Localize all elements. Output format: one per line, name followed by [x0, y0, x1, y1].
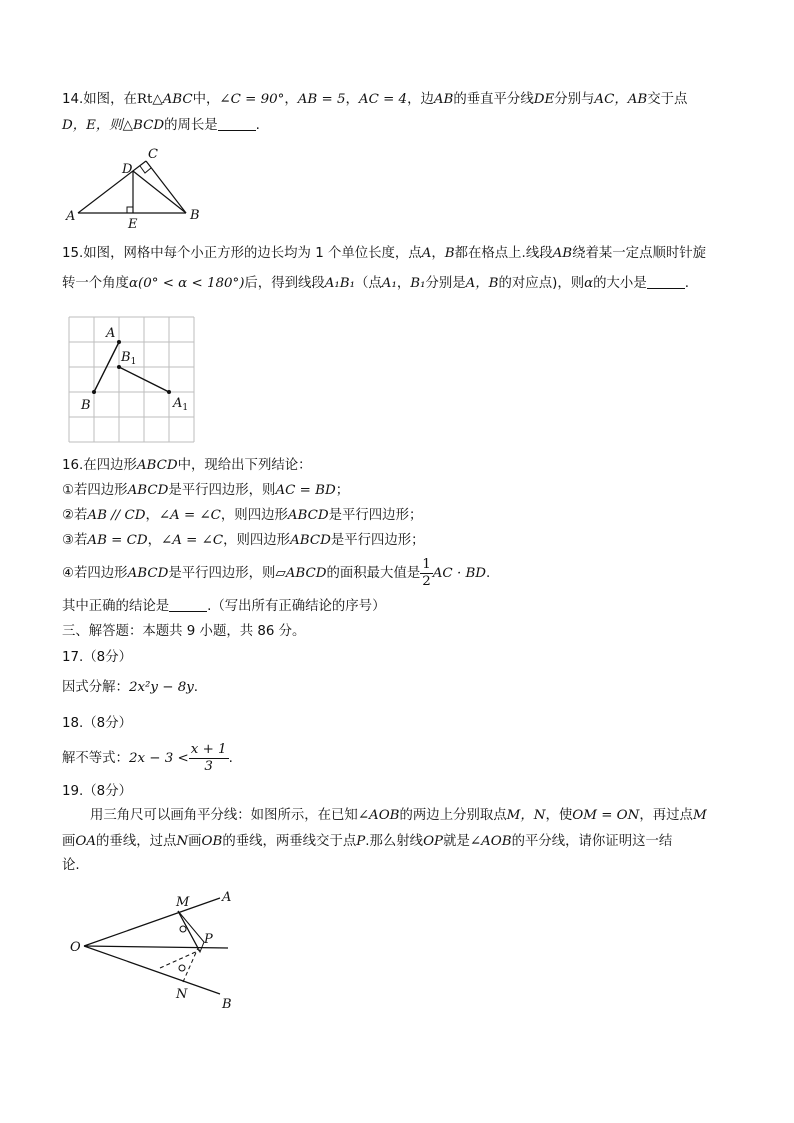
- q19-line-1: 用三角尺可以画角平分线：如图所示，在已知∠AOB的两边上分别取点M，N，使OM = ON，再过点M: [90, 808, 707, 823]
- perpendicular-np: [183, 948, 198, 982]
- label-b: B: [222, 997, 232, 1012]
- q14-line-2: D，E，则△BCD的周长是 .: [62, 118, 260, 133]
- point-b: [92, 390, 96, 394]
- point-a1: [167, 390, 171, 394]
- q16-statement-2: ②若AB // CD，∠A = ∠C，则四边形ABCD是平行四边形；: [62, 508, 423, 523]
- fraction-one-half: $\frac{1}{2}$: [422, 556, 431, 589]
- right-angle-mark-e: [127, 207, 133, 213]
- label-a: A: [66, 209, 76, 224]
- q19-heading: 19.（8分）: [62, 784, 132, 799]
- ray-ob: [84, 946, 220, 994]
- q19-line-2: 画OA的垂线，过点N画OB的垂线，两垂线交于点P.那么射线OP就是∠AOB的平分线，请你证明这一结: [62, 834, 673, 849]
- q18-body: 解不等式：2x − 3 < $\frac{x + 1}{3}$ .: [62, 741, 233, 774]
- point-a: [117, 340, 121, 344]
- ruler-hole-top: [180, 926, 186, 932]
- fraction-x-plus-1-over-3: $\frac{x + 1}{3}$: [190, 741, 227, 774]
- label-a1: $A_1$: [173, 396, 189, 413]
- segment-cb: [146, 161, 186, 213]
- q16-intro: 16.在四边形ABCD中，现给出下列结论：: [62, 458, 312, 473]
- label-m: M: [176, 895, 190, 910]
- q16-answer-line: 其中正确的结论是 .（写出所有正确结论的序号）: [62, 599, 386, 614]
- label-a: A: [222, 890, 232, 905]
- q17-heading: 17.（8分）: [62, 650, 132, 665]
- segment-db: [133, 171, 186, 213]
- q19-line-3: 论.: [62, 858, 80, 873]
- grid-lines: [69, 317, 194, 442]
- q15-line-2: 转一个角度α(0° < α < 180°)后，得到线段A₁B₁（点A₁，B₁分别是A，B的对应点)，则α的大小是 .: [62, 276, 689, 291]
- label-n: N: [176, 987, 188, 1002]
- label-o: O: [70, 940, 81, 955]
- right-angle-mark-c: [140, 166, 151, 173]
- q14-triangle-figure: [60, 144, 210, 234]
- q17-body: 因式分解：2x²y − 8y.: [62, 680, 199, 695]
- label-d: D: [122, 162, 133, 177]
- q14-line-1: 14.如图，在Rt△ABC中，∠C = 90°，AB = 5，AC = 4，边AB的垂直平分线DE分别与AC，AB交于点: [62, 92, 688, 107]
- segment-ac: [78, 161, 146, 213]
- label-a: A: [106, 326, 116, 341]
- q16-statement-4: ④若四边形ABCD是平行四边形，则▱ABCD的面积最大值是 $\frac{1}{2}$ AC · BD.: [62, 556, 491, 589]
- q15-line-1: 15.如图，网格中每个小正方形的边长均为 1 个单位长度，点A，B都在格点上.线段AB绕着某一定点顺时针旋: [62, 246, 707, 261]
- q16-statement-3: ③若AB = CD，∠A = ∠C，则四边形ABCD是平行四边形；: [62, 533, 425, 548]
- answer-blank[interactable]: [169, 597, 207, 612]
- q15-grid-figure: [66, 314, 200, 448]
- label-e: E: [128, 217, 138, 232]
- section-3-heading: 三、解答题：本题共 9 小题，共 86 分。: [62, 624, 306, 639]
- label-b1: $B_1$: [121, 350, 137, 367]
- q18-heading: 18.（8分）: [62, 716, 132, 731]
- ray-oa: [84, 898, 220, 946]
- label-c: C: [148, 147, 158, 162]
- label-b: B: [81, 398, 91, 413]
- answer-blank[interactable]: [218, 116, 256, 131]
- q19-angle-bisector-figure: [62, 888, 242, 1012]
- label-b: B: [190, 208, 200, 223]
- answer-blank[interactable]: [647, 274, 685, 289]
- point-b1: [117, 365, 121, 369]
- ruler-hole-bottom: [179, 965, 185, 971]
- label-p: P: [204, 932, 213, 947]
- q16-statement-1: ①若四边形ABCD是平行四边形，则AC = BD；: [62, 483, 350, 498]
